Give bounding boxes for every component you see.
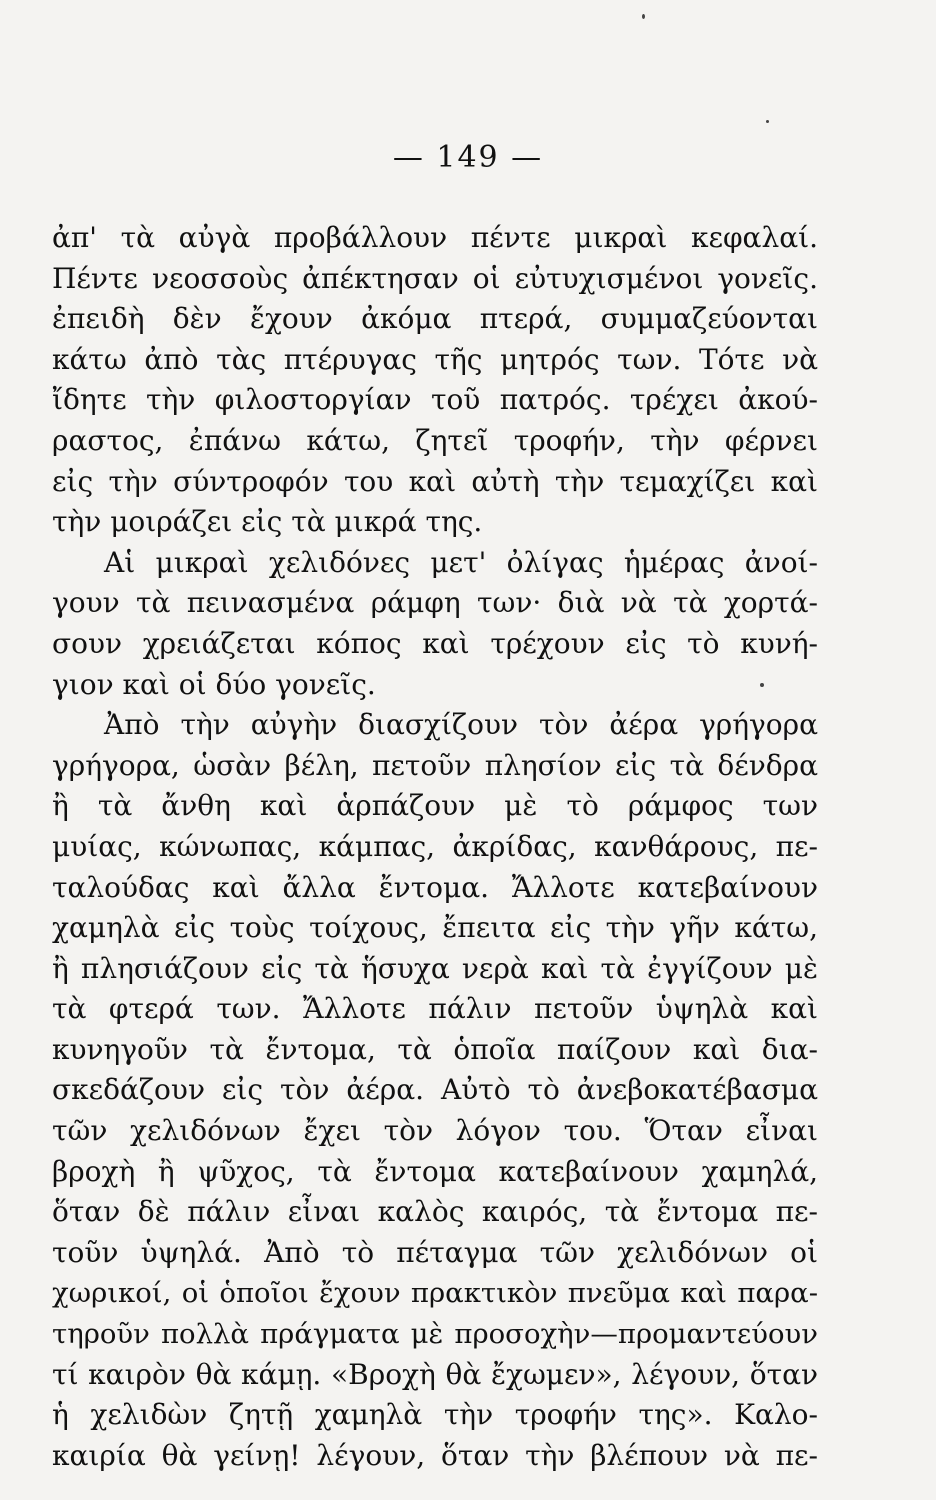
text-line-27: χωρικοί, οἱ ὁποῖοι ἔχουν πρακτικὸν πνεῦμα καὶ παρα- — [52, 1277, 818, 1310]
text-line-16: μυίας, κώνωπας, κάμπας, ἀκρίδας, κανθάρους, πε- — [52, 829, 818, 863]
text-line-5: ἴδητε τὴν φιλοστοργίαν τοῦ πατρός. τρέχει ἀκού- — [52, 383, 818, 417]
text-line-3: ἐπειδὴ δὲν ἔχουν ἀκόμα πτερά, συμμαζεύονται — [52, 302, 818, 336]
text-line-25: ὅταν δὲ πάλιν εἶναι καλὸς καιρός, τὰ ἔντομα πε- — [52, 1195, 818, 1229]
text-line-11: σουν χρειάζεται κόπος καὶ τρέχουν εἰς τὸ κυνή- — [52, 626, 818, 660]
text-line-20: τὰ φτερά των. Ἄλλοτε πάλιν πετοῦν ὑψηλὰ καὶ — [52, 992, 818, 1026]
text-line-1: ἀπ' τὰ αὐγὰ προβάλλουν πέντε μικραὶ κεφαλαί. — [52, 221, 818, 254]
text-line-24: βροχὴ ἢ ψῦχος, τὰ ἔντομα κατεβαίνουν χαμηλά, — [52, 1154, 818, 1188]
print-speck — [760, 683, 764, 687]
text-line-9: Αἱ μικραὶ χελιδόνες μετ' ὀλίγας ἡμέρας ἀνοί- — [104, 545, 818, 579]
text-line-6: ραστος, ἐπάνω κάτω, ζητεῖ τροφήν, τὴν φέρνει — [52, 423, 818, 457]
text-line-22: σκεδάζουν εἰς τὸν ἀέρα. Αὐτὸ τὸ ἀνεβοκατέβασμα — [52, 1073, 818, 1107]
text-line-12: γιον καὶ οἱ δύο γονεῖς. — [52, 667, 376, 701]
text-line-31: καιρία θὰ γείνῃ! λέγουν, ὅταν τὴν βλέπουν νὰ πε- — [52, 1438, 818, 1472]
text-line-10: γουν τὰ πεινασμένα ράμφη των· διὰ νὰ τὰ χορτά- — [52, 586, 818, 620]
text-line-19: ἢ πλησιάζουν εἰς τὰ ἥσυχα νερὰ καὶ τὰ ἐγγίζουν μὲ — [52, 951, 818, 985]
page-number: — 149 — — [392, 140, 544, 175]
text-line-14: γρήγορα, ὡσὰν βέλη, πετοῦν πλησίον εἰς τὰ δένδρα — [52, 748, 818, 782]
print-speck — [766, 120, 769, 123]
text-line-29: τί καιρὸν θὰ κάμῃ. «Βροχὴ θὰ ἔχωμεν», λέγουν, ὅταν — [52, 1357, 818, 1391]
text-line-21: κυνηγοῦν τὰ ἔντομα, τὰ ὁποῖα παίζουν καὶ δια- — [52, 1032, 818, 1066]
text-line-28: τηροῦν πολλὰ πράγματα μὲ προσοχὴν—προμαντεύουν — [52, 1318, 818, 1351]
text-line-7: εἰς τὴν σύντροφόν του καὶ αὐτὴ τὴν τεμαχίζει καὶ — [52, 464, 818, 498]
text-line-26: τοῦν ὑψηλά. Ἀπὸ τὸ πέταγμα τῶν χελιδόνων οἱ — [52, 1235, 818, 1269]
text-line-17: ταλούδας καὶ ἄλλα ἔντομα. Ἄλλοτε κατεβαίνουν — [52, 870, 818, 904]
text-line-8: τὴν μοιράζει εἰς τὰ μικρά της. — [52, 505, 483, 539]
print-speck — [642, 14, 645, 19]
text-line-4: κάτω ἀπὸ τὰς πτέρυγας τῆς μητρός των. Τότε νὰ — [52, 342, 818, 376]
text-line-18: χαμηλὰ εἰς τοὺς τοίχους, ἔπειτα εἰς τὴν γῆν κάτω, — [52, 911, 818, 945]
text-line-23: τῶν χελιδόνων ἔχει τὸν λόγον του. Ὅταν εἶναι — [52, 1114, 818, 1148]
text-line-15: ἢ τὰ ἄνθη καὶ ἁρπάζουν μὲ τὸ ράμφος των — [52, 789, 818, 823]
text-line-2: Πέντε νεοσσοὺς ἀπέκτησαν οἱ εὐτυχισμένοι γονεῖς. — [52, 261, 818, 295]
text-line-13: Ἀπὸ τὴν αὐγὴν διασχίζουν τὸν ἀέρα γρήγορα — [104, 708, 818, 742]
text-line-30: ἡ χελιδὼν ζητῇ χαμηλὰ τὴν τροφήν της». Καλο- — [52, 1398, 818, 1432]
body-text — [52, 218, 818, 1476]
